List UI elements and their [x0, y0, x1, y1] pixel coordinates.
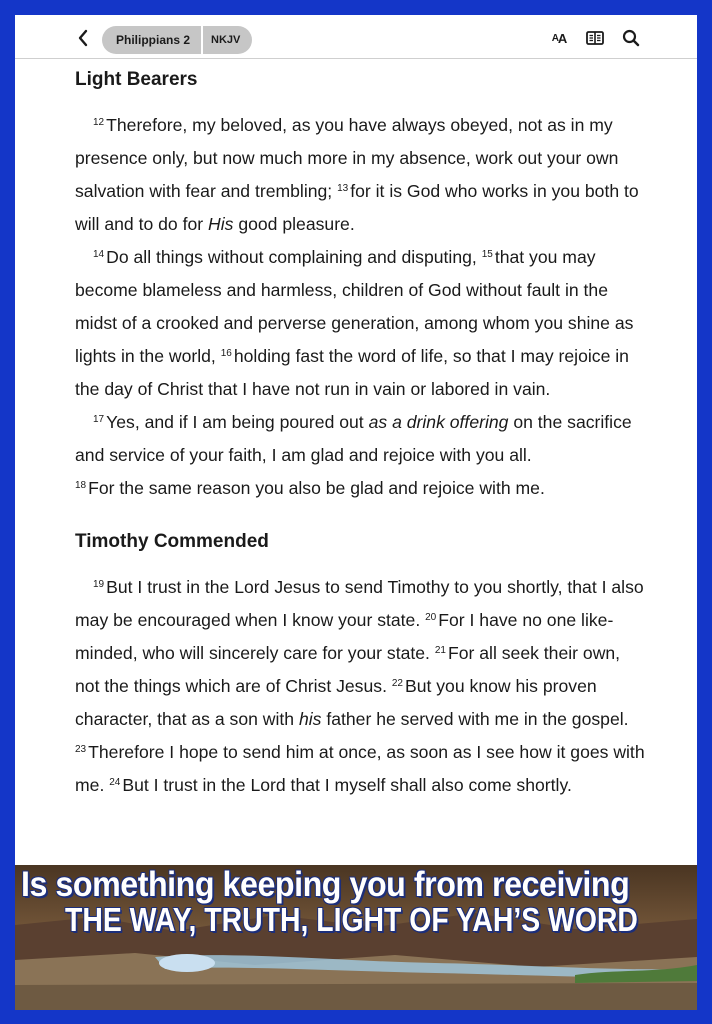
verse-text: holding fast the word of life, so that I may rejoice in the day of Christ that I have not run in vain or labored in vain.	[75, 346, 629, 399]
back-button[interactable]	[73, 27, 93, 49]
back-chevron-icon	[77, 29, 89, 47]
section-heading: Light Bearers	[75, 69, 198, 90]
verse-italic-text: his	[298, 709, 322, 729]
search-icon	[622, 29, 640, 47]
top-navigation-bar	[15, 15, 697, 59]
paragraph	[75, 241, 645, 406]
verse-text: But I trust in the Lord Jesus to send Timothy to you shortly, that I also may be encouraged when I know your state.	[75, 577, 644, 630]
verse-text: For all seek their own, not the things which are of Christ Jesus.	[75, 643, 621, 696]
paragraph	[75, 406, 645, 472]
glowing-stone-icon	[159, 954, 215, 972]
verse-text: Therefore, my beloved, as you have always obeyed, not as in my presence only, but now much more in my absence, work out your own salvation with fear and trembling;	[75, 115, 619, 201]
verse-number[interactable]: 12	[93, 117, 105, 128]
verse-number[interactable]: 23	[75, 744, 87, 755]
toolbar-actions	[549, 28, 641, 48]
verse-number[interactable]: 20	[425, 612, 437, 623]
banner-headline: Is something keeping you from receiving	[21, 865, 630, 904]
font-size-button[interactable]	[549, 28, 569, 48]
verse-number[interactable]: 14	[93, 249, 105, 260]
verse-text: that you may become blameless and harmless, children of God without fault in the midst of a crooked and perverse generation, among whom you shine as lights in the world,	[75, 247, 634, 366]
chapter-text	[75, 65, 645, 802]
paragraph	[75, 109, 645, 241]
verse-text: But I trust in the Lord that I myself shall also come shortly.	[122, 775, 572, 795]
search-button[interactable]	[621, 28, 641, 48]
book-chapter-button[interactable]: Philippians 2	[116, 33, 191, 47]
verse-number[interactable]: 22	[391, 678, 403, 689]
verse-italic-text: His	[208, 214, 234, 234]
verse-number[interactable]: 18	[75, 480, 87, 491]
verse-italic-text: as a drink offering	[368, 412, 509, 432]
verse-number[interactable]: 19	[93, 579, 105, 590]
verse-number[interactable]: 15	[481, 249, 493, 260]
verse-text: Yes, and if I am being poured out	[106, 412, 369, 432]
verse-text: But you know his proven character, that as a son with	[75, 676, 597, 729]
font-size-icon-big-a: A	[557, 30, 567, 46]
verse-text: Do all things without complaining and disputing,	[106, 247, 482, 267]
paragraph	[75, 571, 645, 802]
verse-number[interactable]: 16	[220, 348, 232, 359]
version-button[interactable]: NKJV	[211, 34, 241, 46]
verse-text: For the same reason you also be glad and rejoice with me.	[88, 478, 545, 498]
reader-layout-button[interactable]	[585, 28, 605, 48]
verse-text: on the sacrifice and service of your faith, I am glad and rejoice with you all.	[75, 412, 632, 465]
verse-text: father he served with me in the gospel.	[321, 709, 629, 729]
verse-text: Therefore I hope to send him at once, as soon as I see how it goes with me.	[75, 742, 645, 795]
passage-selector	[102, 26, 252, 54]
verse-number[interactable]: 24	[109, 777, 121, 788]
verse-number[interactable]: 21	[434, 645, 446, 656]
verse-number[interactable]: 13	[337, 183, 349, 194]
section-heading: Timothy Commended	[75, 531, 269, 552]
paragraph	[75, 472, 645, 505]
verse-text: good pleasure.	[233, 214, 355, 234]
verse-text: for it is God who works in you both to will and to do for	[75, 181, 639, 234]
verse-text: For I have no one like-minded, who will sincerely care for your state.	[75, 610, 614, 663]
verse-number[interactable]: 17	[93, 414, 105, 425]
banner-subheadline: THE WAY, TRUTH, LIGHT OF YAH’S WORD	[65, 901, 638, 938]
app-window	[15, 15, 697, 1010]
promo-banner[interactable]	[15, 865, 697, 1010]
reader-layout-icon	[586, 31, 604, 45]
font-size-icon-small-a: A	[551, 32, 558, 44]
